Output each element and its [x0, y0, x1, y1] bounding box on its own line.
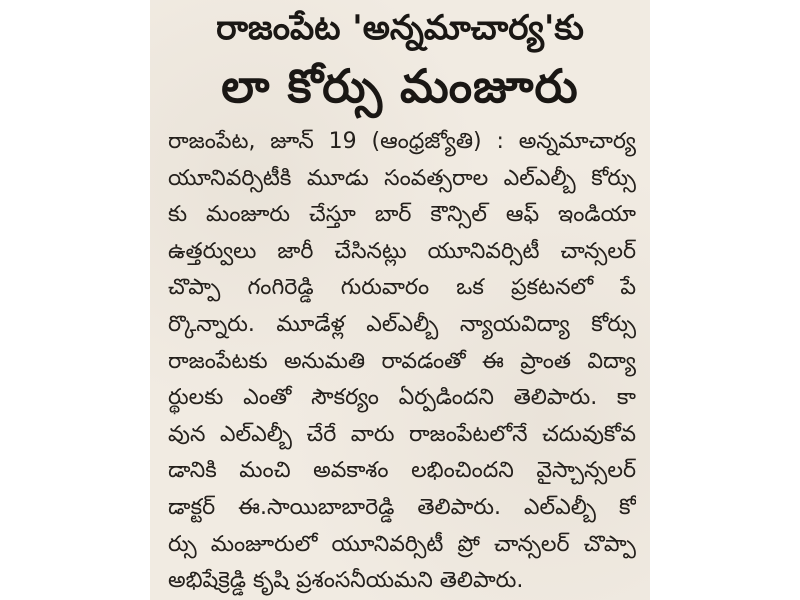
article-line: కు మంజూరు చేస్తూ బార్ కౌన్సిల్ ఆఫ్ ఇండియా — [168, 202, 636, 228]
article-line: డానికి మంచి అవకాశం లభించిందని వైస్చాన్సలర్ — [168, 458, 636, 484]
article-line: యూనివర్సిటీకి మూడు సంవత్సరాల ఎల్ఎల్బీ కోర్సు — [168, 165, 636, 191]
headline-line-2: లా కోర్సు మంజూరు — [221, 59, 579, 113]
article-line: ర్కొన్నారు. మూడేళ్ల ఎల్ఎల్బీ న్యాయవిద్యా కోర్సు — [168, 311, 636, 337]
article-line: చొప్పా గంగిరెడ్డి గురువారం ఒక ప్రకటనలో పే — [168, 275, 636, 301]
article-line: డాక్టర్ ఈ.సాయిబాబారెడ్డి తెలిపారు. ఎల్ఎల్బీ కో — [168, 494, 636, 520]
headline-line-1: రాజంపేట 'అన్నమాచార్య'కు — [216, 8, 584, 48]
article-line: రాజంపేట, జూన్ 19 (ఆంధ్రజ్యోతి) : అన్నమాచార్య — [168, 129, 636, 154]
article-line: రాజంపేటకు అనుమతి రావడంతో ఈ ప్రాంత విద్యా — [168, 348, 636, 374]
newspaper-clipping — [150, 0, 650, 600]
article-line: వున ఎల్ఎల్బీ చేరే వారు రాజంపేటలోనే చదువుకోవ — [168, 421, 636, 447]
article-line: ర్థులకు ఎంతో సౌకర్యం ఏర్పడిందని తెలిపారు. కా — [168, 385, 636, 411]
article-body — [168, 124, 636, 600]
article-line: ర్సు మంజూరులో యూనివర్సిటీ ప్రో చాన్సలర్ చొప్పా — [168, 531, 636, 557]
article-line: ఉత్తర్వులు జారీ చేసినట్లు యూనివర్సిటీ చాన్సలర్ — [168, 238, 636, 264]
article-line: అభిషేక్రెడ్డి కృషి ప్రశంసనీయమని తెలిపారు. — [168, 568, 524, 594]
